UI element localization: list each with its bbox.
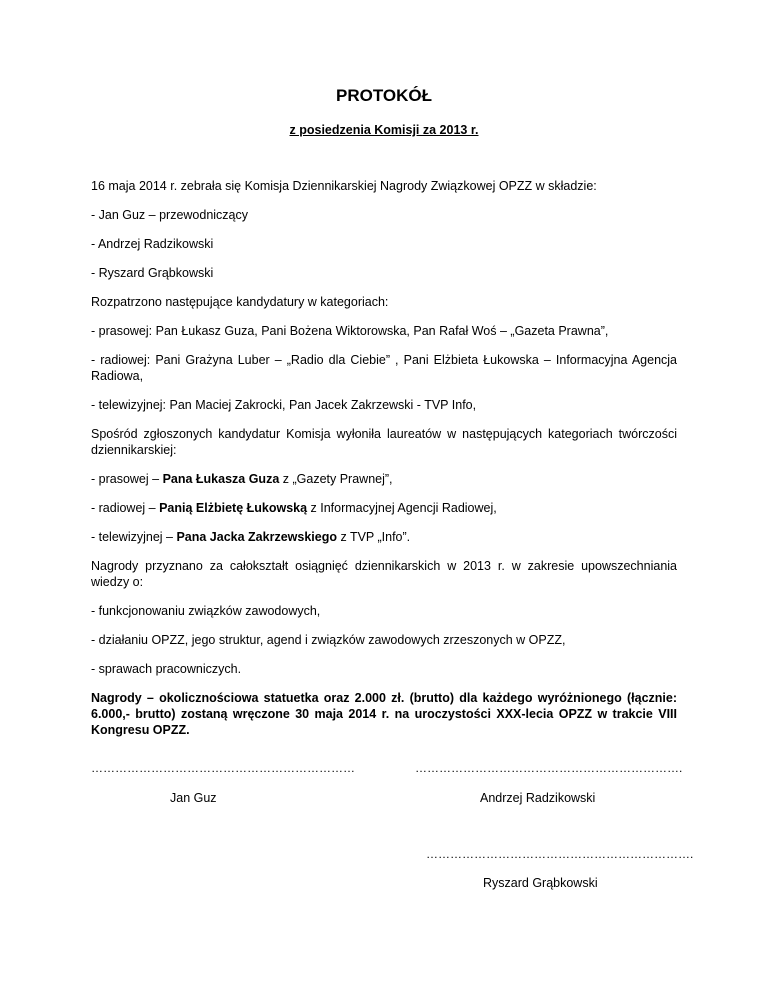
laureate-suffix: z TVP „Info”. <box>336 530 411 544</box>
laureate-suffix: z Informacyjnej Agencji Radiowej, <box>307 501 497 515</box>
signature-line: …………………………………………………………. <box>426 847 694 861</box>
laureate-item <box>91 471 677 487</box>
laureates-heading: Spośród zgłoszonych kandydatur Komisja wyłoniła laureatów w następujących kategoriach twórczości dziennikarskiej: <box>91 427 677 457</box>
candidate-item: - radiowej: Pani Grażyna Luber – „Radio dla Ciebie” , Pani Elżbieta Łukowska – Informacyjna Agencja Radiowa, <box>91 353 677 383</box>
member-item: - Jan Guz – przewodniczący <box>91 208 249 222</box>
topic-item: - funkcjonowaniu związków zawodowych, <box>91 604 321 618</box>
laureate-prefix: - telewizyjnej – <box>91 530 177 544</box>
document-title: PROTOKÓŁ <box>335 86 433 105</box>
signature-name: Ryszard Grąbkowski <box>483 876 598 890</box>
laureate-name: Pana Łukasza Guza <box>162 472 280 486</box>
topic-item: - działaniu OPZZ, jego struktur, agend i związków zawodowych zrzeszonych w OPZZ, <box>91 633 566 647</box>
member-item: - Ryszard Grąbkowski <box>91 266 214 280</box>
candidates-heading: Rozpatrzono następujące kandydatury w kategoriach: <box>91 295 389 309</box>
member-item: - Andrzej Radzikowski <box>91 237 214 251</box>
candidate-item: - prasowej: Pan Łukasz Guza, Pani Bożena Wiktorowska, Pan Rafał Woś – „Gazeta Prawna”, <box>91 324 609 338</box>
awards-heading: Nagrody przyznano za całokształt osiągnięć dziennikarskich w 2013 r. w zakresie upowszechniania wiedzy o: <box>91 559 677 589</box>
candidate-item: - telewizyjnej: Pan Maciej Zakrocki, Pan Jacek Zakrzewski - TVP Info, <box>91 398 477 412</box>
laureate-name: Panią Elżbietę Łukowską <box>159 501 308 515</box>
topic-item: - sprawach pracowniczych. <box>91 662 242 676</box>
laureate-item <box>91 500 677 516</box>
conclusion-paragraph: Nagrody – okolicznościowa statuetka oraz 2.000 zł. (brutto) dla każdego wyróżnionego (łącznie: 6.000,- brutto) zostaną wręczone 30 maja 2014 r. na uroczystości XXX-lecia OPZZ w trakcie VIII Kongresu OPZZ. <box>91 691 677 737</box>
signature-line: ………………………………………………………… <box>91 761 355 775</box>
document-body <box>91 178 677 751</box>
laureate-prefix: - radiowej – <box>91 501 160 515</box>
intro-paragraph: 16 maja 2014 r. zebrała się Komisja Dziennikarskiej Nagrody Związkowej OPZZ w składzie: <box>91 179 597 193</box>
document-subtitle: z posiedzenia Komisji za 2013 r. <box>289 123 479 137</box>
laureate-suffix: z „Gazety Prawnej”, <box>279 472 393 486</box>
signature-line: …………………………………………………………. <box>415 761 683 775</box>
signature-name: Jan Guz <box>170 791 217 805</box>
laureate-prefix: - prasowej – <box>91 472 163 486</box>
signature-name: Andrzej Radzikowski <box>480 791 596 805</box>
laureate-name: Pana Jacka Zakrzewskiego <box>176 530 337 544</box>
laureate-item <box>91 529 677 545</box>
